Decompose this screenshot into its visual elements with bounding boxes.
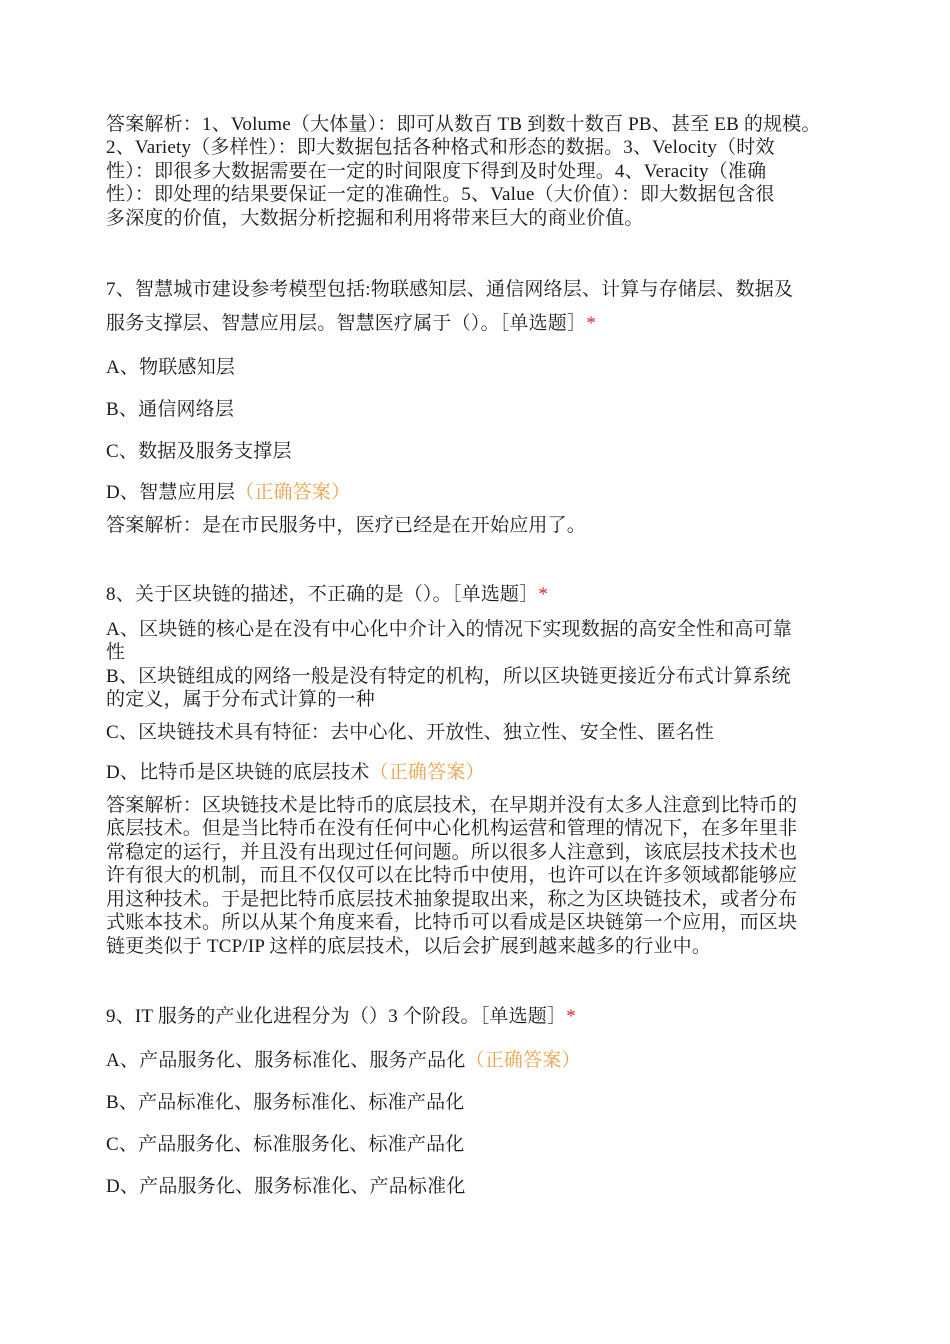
analysis-line: 答案解析：1、Volume（大体量）：即可从数百 TB 到数十数百 PB、甚至 EB 的规模。 (106, 114, 821, 135)
required-star: * (538, 584, 549, 605)
correct-answer-tag: （正确答案） (235, 482, 351, 503)
q8-analysis-line: 常稳定的运行，并且没有出现过任何问题。所以很多人注意到，该底层技术技术也 (106, 842, 798, 863)
q7-stem-line1: 7、智慧城市建设参考模型包括:物联感知层、通信网络层、计算与存储层、数据及 (106, 279, 794, 300)
q7-option-d-text: D、智慧应用层 (106, 482, 236, 503)
analysis-line: 2、Variety（多样性）：即大数据包括各种格式和形态的数据。3、Velocity（时效 (106, 137, 775, 158)
analysis-line: 性）：即很多大数据需要在一定的时间限度下得到及时处理。4、Veracity（准确 (106, 161, 767, 182)
q9-option-c: C、产品服务化、标准服务化、标准产品化 (106, 1134, 465, 1155)
required-star: * (566, 1006, 576, 1027)
q8-option-d-text: D、比特币是区块链的底层技术 (106, 762, 370, 783)
q8-analysis-line: 答案解析：区块链技术是比特币的底层技术，在早期并没有太多人注意到比特币的 (106, 795, 798, 816)
q8-option-c: C、区块链技术具有特征：去中心化、开放性、独立性、安全性、匿名性 (106, 722, 715, 743)
q8-option-b-line1: B、区块链组成的网络一般是没有特定的机构，所以区块链更接近分布式计算系统 (106, 666, 791, 687)
correct-answer-tag: （正确答案） (369, 762, 485, 783)
q7-analysis: 答案解析：是在市民服务中，医疗已经是在开始应用了。 (106, 515, 587, 536)
q8-analysis-line: 许有很大的机制，而且不仅仅可以在比特币中使用，也许可以在许多领域都能够应 (106, 865, 798, 886)
q9-stem-text: 9、IT 服务的产业化进程分为（）3 个阶段。［单选题］ (106, 1006, 567, 1027)
q9-option-b: B、产品标准化、服务标准化、标准产品化 (106, 1092, 465, 1113)
q7-stem-line2 (106, 312, 596, 336)
q7-option-c: C、数据及服务支撑层 (106, 441, 292, 462)
q8-stem-text: 8、关于区块链的描述，不正确的是（）。［单选题］ (106, 584, 539, 605)
q8-stem (106, 583, 548, 607)
q8-analysis-line: 底层技术。但是当比特币在没有任何中心化机构运营和管理的情况下，在多年里非 (106, 818, 798, 839)
q8-analysis-line: 用这种技术。于是把比特币底层技术抽象提取出来，称之为区块链技术，或者分布 (106, 889, 798, 910)
q7-option-b: B、通信网络层 (106, 399, 235, 420)
q8-option-b-line2: 的定义，属于分布式计算的一种 (106, 689, 375, 710)
required-star: * (586, 313, 596, 334)
analysis-line: 性）：即处理的结果要保证一定的准确性。5、Value（大价值）：即大数据包含很 (106, 184, 775, 205)
q8-analysis-line: 链更类似于 TCP/IP 这样的底层技术，以后会扩展到越来越多的行业中。 (106, 936, 712, 957)
q9-option-a-text: A、产品服务化、服务标准化、服务产品化 (106, 1050, 466, 1071)
q8-option-d (106, 761, 485, 785)
q7-stem-text: 服务支撑层、智慧应用层。智慧医疗属于（）。［单选题］ (106, 313, 587, 334)
q7-option-a: A、物联感知层 (106, 357, 236, 378)
q9-option-d: D、产品服务化、服务标准化、产品标准化 (106, 1176, 466, 1197)
analysis-line: 多深度的价值，大数据分析挖掘和利用将带来巨大的商业价值。 (106, 208, 644, 229)
q7-option-d (106, 481, 350, 505)
q9-option-a (106, 1049, 581, 1073)
correct-answer-tag: （正确答案） (465, 1050, 581, 1071)
q8-option-a-line2: 性 (106, 642, 126, 663)
q8-option-a-line1: A、区块链的核心是在没有中心化中介计入的情况下实现数据的高安全性和高可靠 (106, 619, 792, 640)
q9-stem (106, 1005, 576, 1029)
q8-analysis-line: 式账本技术。所以从某个角度来看，比特币可以看成是区块链第一个应用，而区块 (106, 912, 798, 933)
